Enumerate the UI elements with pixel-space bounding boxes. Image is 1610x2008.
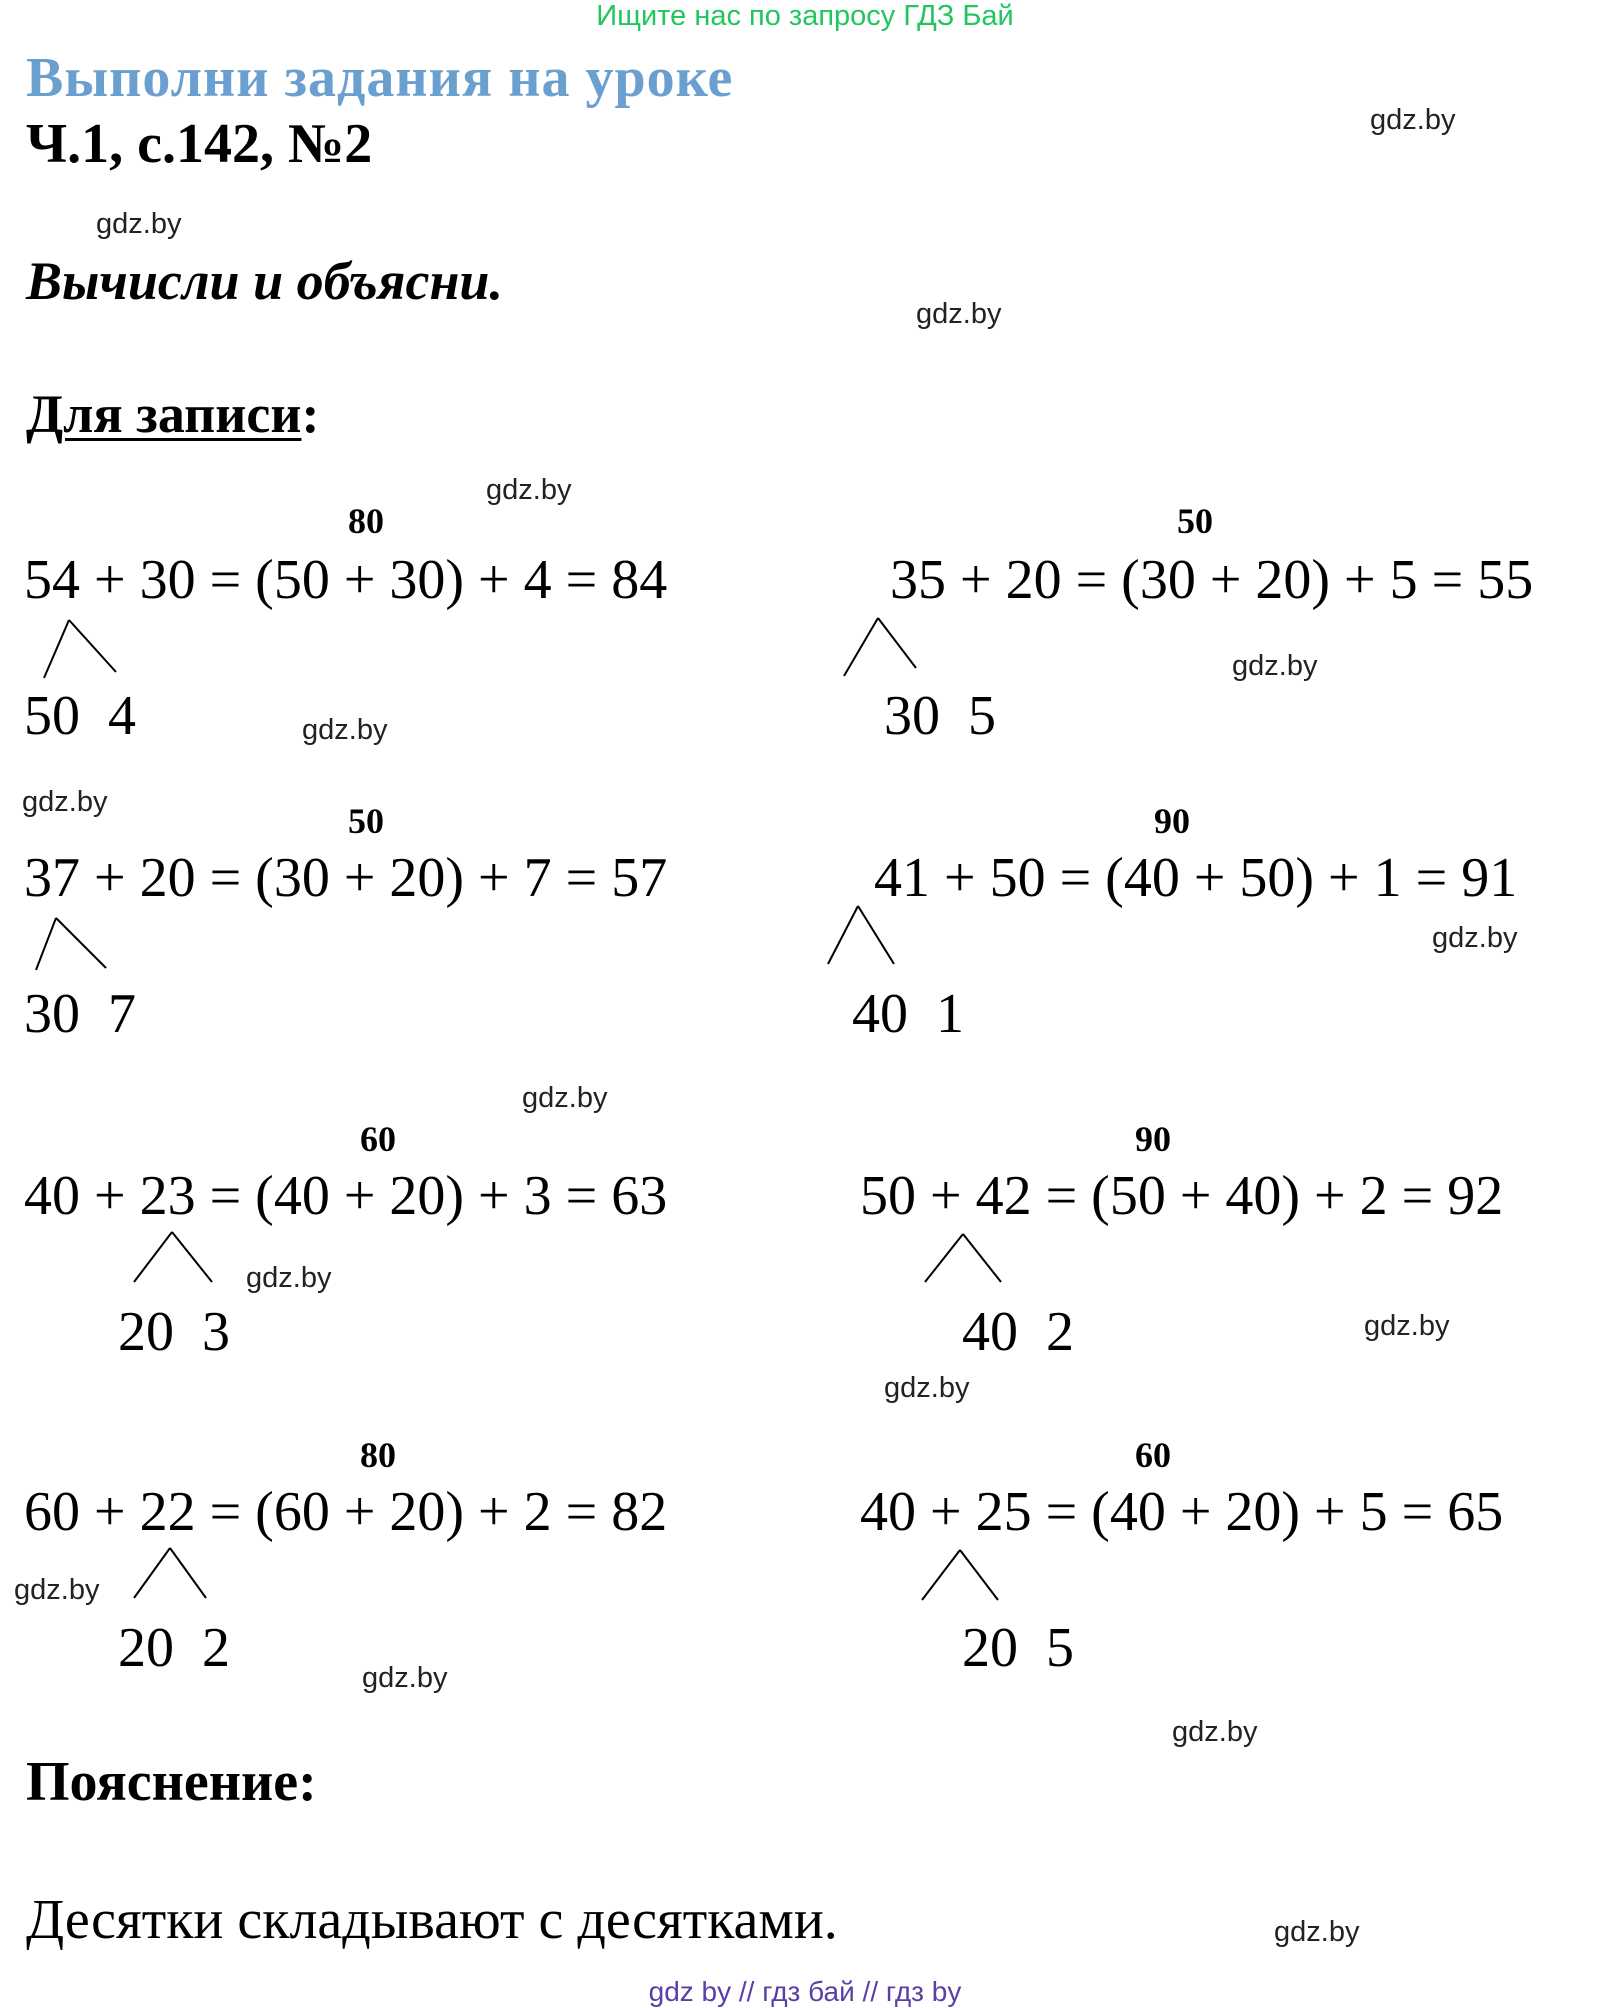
- watermark: gdz.by: [14, 1574, 100, 1606]
- equation-4-parts: [852, 982, 964, 1046]
- equation-2-units: 5: [968, 685, 996, 747]
- equation-7-tens-sum: 80: [360, 1435, 396, 1475]
- equation-6-tens: 40: [962, 1301, 1018, 1363]
- equation-4-tens: 40: [852, 983, 908, 1045]
- equation-6-units: 2: [1046, 1301, 1074, 1363]
- watermark: gdz.by: [246, 1262, 332, 1294]
- equation-6-parts: [962, 1300, 1074, 1364]
- equation-8-tens: 20: [962, 1617, 1018, 1679]
- equation-3-parts: [24, 982, 136, 1046]
- record-heading: [26, 383, 319, 445]
- watermark: gdz.by: [1232, 650, 1318, 682]
- explanation-title: Пояснение:: [26, 1751, 317, 1813]
- equation-7-tens: 20: [118, 1617, 174, 1679]
- watermark: gdz.by: [302, 714, 388, 746]
- equation-3: 37 + 20 = (30 + 20) + 7 = 57: [24, 847, 668, 909]
- equation-1: 54 + 30 = (50 + 30) + 4 = 84: [24, 549, 668, 611]
- equation-7-parts: [118, 1616, 230, 1680]
- watermark: gdz.by: [22, 786, 108, 818]
- watermark: gdz.by: [362, 1662, 448, 1694]
- equation-1-branch: [44, 620, 119, 680]
- equation-2-parts: [884, 684, 996, 748]
- equation-6: 50 + 42 = (50 + 40) + 2 = 92: [860, 1165, 1504, 1227]
- equation-8: 40 + 25 = (40 + 20) + 5 = 65: [860, 1481, 1504, 1543]
- equation-1-units: 4: [108, 685, 136, 747]
- page-title: Выполни задания на уроке: [26, 47, 734, 109]
- equation-3-branch: [36, 918, 111, 974]
- equation-8-parts: [962, 1616, 1074, 1680]
- equation-1-tens: 50: [24, 685, 80, 747]
- equation-5-parts: [118, 1300, 230, 1364]
- watermark: gdz.by: [522, 1082, 608, 1114]
- equation-2-tens: 30: [884, 685, 940, 747]
- equation-4-branch: [828, 906, 908, 970]
- watermark: gdz.by: [486, 474, 572, 506]
- equation-7-units: 2: [202, 1617, 230, 1679]
- top-banner[interactable]: Ищите нас по запросу ГДЗ Бай: [596, 0, 1014, 32]
- equation-5-tens-sum: 60: [360, 1119, 396, 1159]
- page-subtitle: Ч.1, с.142, №2: [26, 113, 373, 175]
- equation-1-parts: [24, 684, 136, 748]
- equation-5-tens: 20: [118, 1301, 174, 1363]
- equation-4-units: 1: [936, 983, 964, 1045]
- equation-2-branch: [844, 618, 924, 680]
- footer-links[interactable]: gdz by // гдз бай // гдз by: [648, 1976, 962, 2007]
- equation-2: 35 + 20 = (30 + 20) + 5 = 55: [890, 549, 1534, 611]
- equation-5-branch: [134, 1232, 214, 1288]
- record-colon: :: [301, 384, 320, 444]
- watermark: gdz.by: [1432, 922, 1518, 954]
- equation-1-tens-sum: 80: [348, 501, 384, 541]
- equation-7: 60 + 22 = (60 + 20) + 2 = 82: [24, 1481, 668, 1543]
- watermark: gdz.by: [1274, 1916, 1360, 1948]
- equation-3-tens: 30: [24, 983, 80, 1045]
- equation-6-branch: [925, 1234, 1005, 1290]
- equation-8-units: 5: [1046, 1617, 1074, 1679]
- equation-3-units: 7: [108, 983, 136, 1045]
- watermark: gdz.by: [1370, 104, 1456, 136]
- watermark: gdz.by: [916, 298, 1002, 330]
- watermark: gdz.by: [1172, 1716, 1258, 1748]
- equation-8-tens-sum: 60: [1135, 1435, 1171, 1475]
- task-instruction: Вычисли и объясни.: [26, 251, 503, 311]
- equation-3-tens-sum: 50: [348, 801, 384, 841]
- record-label: Для записи: [26, 384, 302, 444]
- equation-8-branch: [922, 1550, 1002, 1606]
- watermark: gdz.by: [1364, 1310, 1450, 1342]
- equation-5-units: 3: [202, 1301, 230, 1363]
- equation-5: 40 + 23 = (40 + 20) + 3 = 63: [24, 1165, 668, 1227]
- explanation-text: Десятки складывают с десятками.: [26, 1889, 838, 1951]
- watermark: gdz.by: [96, 208, 182, 240]
- equation-6-tens-sum: 90: [1135, 1119, 1171, 1159]
- equation-7-branch: [134, 1548, 214, 1604]
- equation-2-tens-sum: 50: [1177, 501, 1213, 541]
- watermark: gdz.by: [884, 1372, 970, 1404]
- equation-4: 41 + 50 = (40 + 50) + 1 = 91: [874, 847, 1518, 909]
- equation-4-tens-sum: 90: [1154, 801, 1190, 841]
